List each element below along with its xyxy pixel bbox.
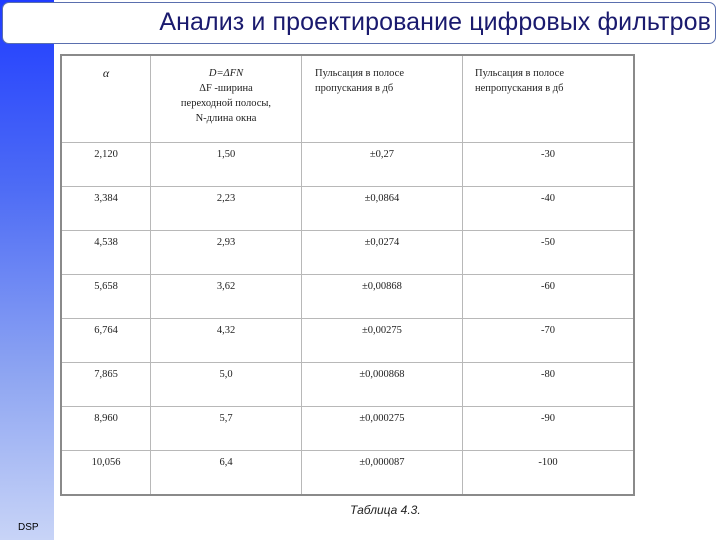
header-stopband-ripple: Пульсация в полосе непропускания в дб <box>463 55 635 143</box>
table-cell: ±0,000275 <box>302 407 463 451</box>
table-cell: 4,32 <box>151 319 302 363</box>
header-line-3: переходной полосы, <box>180 98 272 109</box>
header-line-4: N-длина окна <box>195 113 257 124</box>
table-caption: Таблица 4.3. <box>350 503 421 517</box>
table-cell: 6,4 <box>151 451 302 496</box>
table-cell: 6,764 <box>61 319 151 363</box>
table-cell: ±0,00275 <box>302 319 463 363</box>
table-cell: ±0,27 <box>302 143 463 187</box>
table-row <box>61 451 634 496</box>
table-cell: 2,93 <box>151 231 302 275</box>
header-passband-ripple: Пульсация в полосе пропускания в дб <box>302 55 463 143</box>
header-window-length <box>151 55 302 143</box>
table-cell: -60 <box>463 275 635 319</box>
table-row <box>61 275 634 319</box>
table-cell: -70 <box>463 319 635 363</box>
sidebar-label: DSP <box>18 522 39 533</box>
sidebar-gradient <box>0 0 54 540</box>
table-cell: 5,7 <box>151 407 302 451</box>
table-cell: ±0,000087 <box>302 451 463 496</box>
table-cell: 8,960 <box>61 407 151 451</box>
table-cell: ±0,0864 <box>302 187 463 231</box>
table-row <box>61 143 634 187</box>
table-row <box>61 187 634 231</box>
table-cell: -100 <box>463 451 635 496</box>
page-title: Анализ и проектирование цифровых фильтров <box>159 8 711 36</box>
table-cell: -90 <box>463 407 635 451</box>
table-cell: 2,120 <box>61 143 151 187</box>
header-row <box>61 55 634 143</box>
table-cell: ±0,00868 <box>302 275 463 319</box>
table-cell: -50 <box>463 231 635 275</box>
table-header <box>61 55 634 143</box>
table-cell: 2,23 <box>151 187 302 231</box>
table-row <box>61 407 634 451</box>
table-body <box>61 143 634 496</box>
header-formula: D=ΔFN <box>208 68 244 79</box>
table-cell: 5,0 <box>151 363 302 407</box>
header-line-2: ΔF -ширина <box>199 83 253 94</box>
table-cell: 1,50 <box>151 143 302 187</box>
table-cell: 5,658 <box>61 275 151 319</box>
table-cell: ±0,000868 <box>302 363 463 407</box>
table-cell: 4,538 <box>61 231 151 275</box>
table-cell: 3,384 <box>61 187 151 231</box>
table-cell: 10,056 <box>61 451 151 496</box>
data-table <box>60 54 635 496</box>
table-cell: ±0,0274 <box>302 231 463 275</box>
title-box <box>2 2 716 44</box>
table-cell: -40 <box>463 187 635 231</box>
table-cell: 7,865 <box>61 363 151 407</box>
header-alpha: α <box>61 55 151 143</box>
table-cell: -30 <box>463 143 635 187</box>
table-cell: 3,62 <box>151 275 302 319</box>
table-row <box>61 363 634 407</box>
table-row <box>61 319 634 363</box>
table-cell: -80 <box>463 363 635 407</box>
table-row <box>61 231 634 275</box>
